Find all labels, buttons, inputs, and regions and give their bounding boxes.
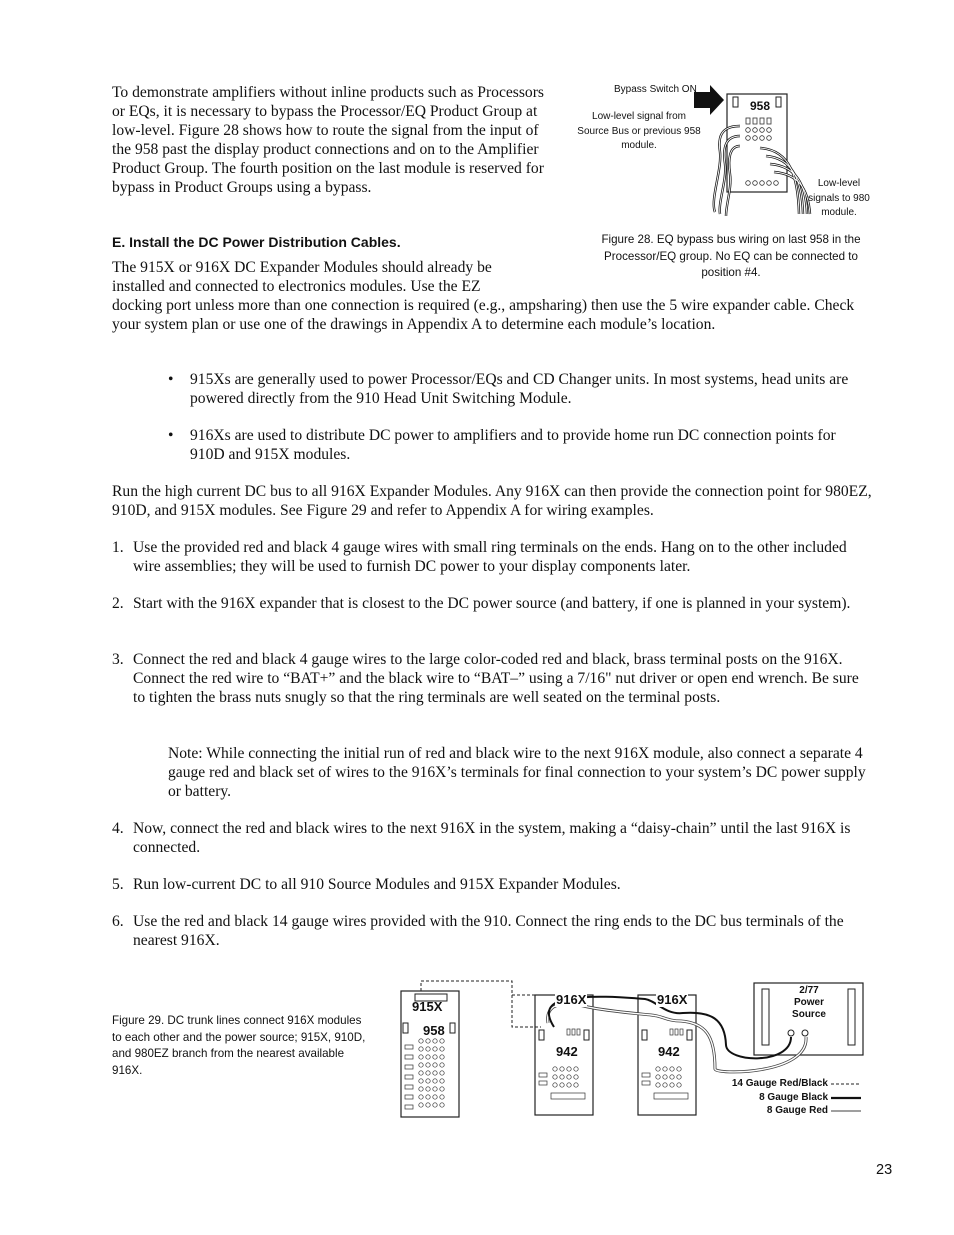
step-number: 5. — [112, 876, 124, 893]
intro-paragraph: To demonstrate amplifiers without inline products such as Processors or EQs, it is necessary to bypass the Processor/EQ Product Group at low-level. Figure 28 shows how to route the signal from the input of the 958 past the display product connections and on to the Amplifier Product Group. The fourth position on the last module is reserved for bypass in Product Groups using a bypass. — [112, 84, 544, 196]
step-item — [112, 650, 872, 707]
bullet-mark: • — [168, 427, 174, 444]
bullet-item — [168, 426, 868, 464]
step-item — [112, 912, 872, 950]
step-item — [112, 538, 872, 576]
power-source-label — [776, 985, 842, 1021]
step-number: 4. — [112, 820, 124, 837]
bullet-item — [168, 370, 868, 408]
step-number: 6. — [112, 913, 124, 930]
step-item — [112, 875, 872, 894]
step-item — [112, 819, 872, 857]
lowlevel-in-label: Low-level signal from Source Bus or previous 958 module. — [577, 111, 701, 151]
module-label-942-first: 942 — [556, 1044, 578, 1059]
module-label-916x-first: 916X — [556, 992, 587, 1007]
bypass-switch-label: Bypass Switch ON — [614, 84, 697, 95]
figure-28-caption: Figure 28. EQ bypass bus wiring on last 958 in the Processor/EQ group. No EQ can be connected to position #4. — [601, 233, 861, 279]
bullet-text: 916Xs are used to distribute DC power to amplifiers and to provide home run DC connection points for 910D and 915X modules. — [190, 427, 836, 463]
run-paragraph: Run the high current DC bus to all 916X Expander Modules. Any 916X can then provide the connection point for 980EZ, 910D, and 915X modules. See Figure 29 and refer to Appendix A for wiring examples. — [112, 483, 872, 519]
power-source-line-1: 2/77 — [799, 985, 819, 996]
power-source-line-3: Source — [792, 1009, 826, 1020]
module-label-915x: 915X — [412, 999, 443, 1014]
lowlevel-out-label: Low-level signals to 980 module. — [808, 178, 870, 218]
section-heading: E. Install the DC Power Distribution Cables. — [112, 234, 401, 250]
step-text: Start with the 916X expander that is closest to the DC power source (and battery, if one is planned in your system). — [133, 595, 851, 612]
section-paragraph-continued: docking port unless more than one connection is required (e.g., ampsharing) then use the 5 wire expander cable. Check your system plan or use one of the drawings in Appendix A to determine each module’s location. — [112, 297, 855, 333]
step-item — [112, 594, 872, 613]
note-paragraph: Note: While connecting the initial run of red and black wire to the next 916X module, also connect a separate 4 gauge red and black set of wires to the 916X’s terminals for final connection to your system’s DC power supply or battery. — [168, 745, 866, 800]
module-label-916x-second: 916X — [657, 992, 688, 1007]
page-number: 23 — [876, 1162, 893, 1178]
step-number: 3. — [112, 651, 124, 668]
bullet-mark: • — [168, 371, 174, 388]
step-text: Now, connect the red and black wires to the next 916X in the system, making a “daisy-chain” until the last 916X is connected. — [133, 820, 851, 856]
step-text: Run low-current DC to all 910 Source Modules and 915X Expander Modules. — [133, 876, 621, 893]
power-source-line-2: Power — [793, 997, 824, 1008]
legend-8-gauge-black: 8 Gauge Black — [759, 1092, 828, 1103]
figure-28 — [570, 80, 870, 230]
step-text: Connect the red and black 4 gauge wires to the large color-coded red and black, brass terminal posts on the 916X. Connect the red wire to “BAT+” and the black wire to “BAT–” using a 7/16" nut driver or open end wrench. Be sure to tighten the brass nuts snugly so that the ring terminals are well seated on the terminal posts. — [133, 651, 859, 706]
step-number: 1. — [112, 539, 124, 556]
module-label-958: 958 — [423, 1023, 445, 1038]
figure-28-drawing — [570, 80, 870, 230]
module-label-942-second: 942 — [658, 1044, 680, 1059]
step-number: 2. — [112, 595, 124, 612]
figure-29-caption: Figure 29. DC trunk lines connect 916X modules to each other and the power source; 915X, 910D, and 980EZ branch from the nearest available 916X. — [112, 1014, 366, 1077]
figure-28-module-label: 958 — [750, 99, 771, 113]
bypass-arrow-icon — [694, 85, 724, 115]
legend-14-gauge: 14 Gauge Red/Black — [731, 1078, 828, 1089]
section-paragraph-start: The 915X or 916X DC Expander Modules should already be installed and connected to electronics modules. Use the EZ — [112, 259, 492, 295]
step-text: Use the provided red and black 4 gauge wires with small ring terminals on the ends. Hang on to the other included wire assemblies; they will be used to furnish DC power to your display components later. — [133, 539, 847, 575]
step-text: Use the red and black 14 gauge wires provided with the 910. Connect the ring ends to the DC bus terminals of the nearest 916X. — [133, 913, 844, 949]
bullet-text: 915Xs are generally used to power Processor/EQs and CD Changer units. In most systems, head units are powered directly from the 910 Head Unit Switching Module. — [190, 371, 849, 407]
legend-8-gauge-red: 8 Gauge Red — [766, 1105, 828, 1116]
